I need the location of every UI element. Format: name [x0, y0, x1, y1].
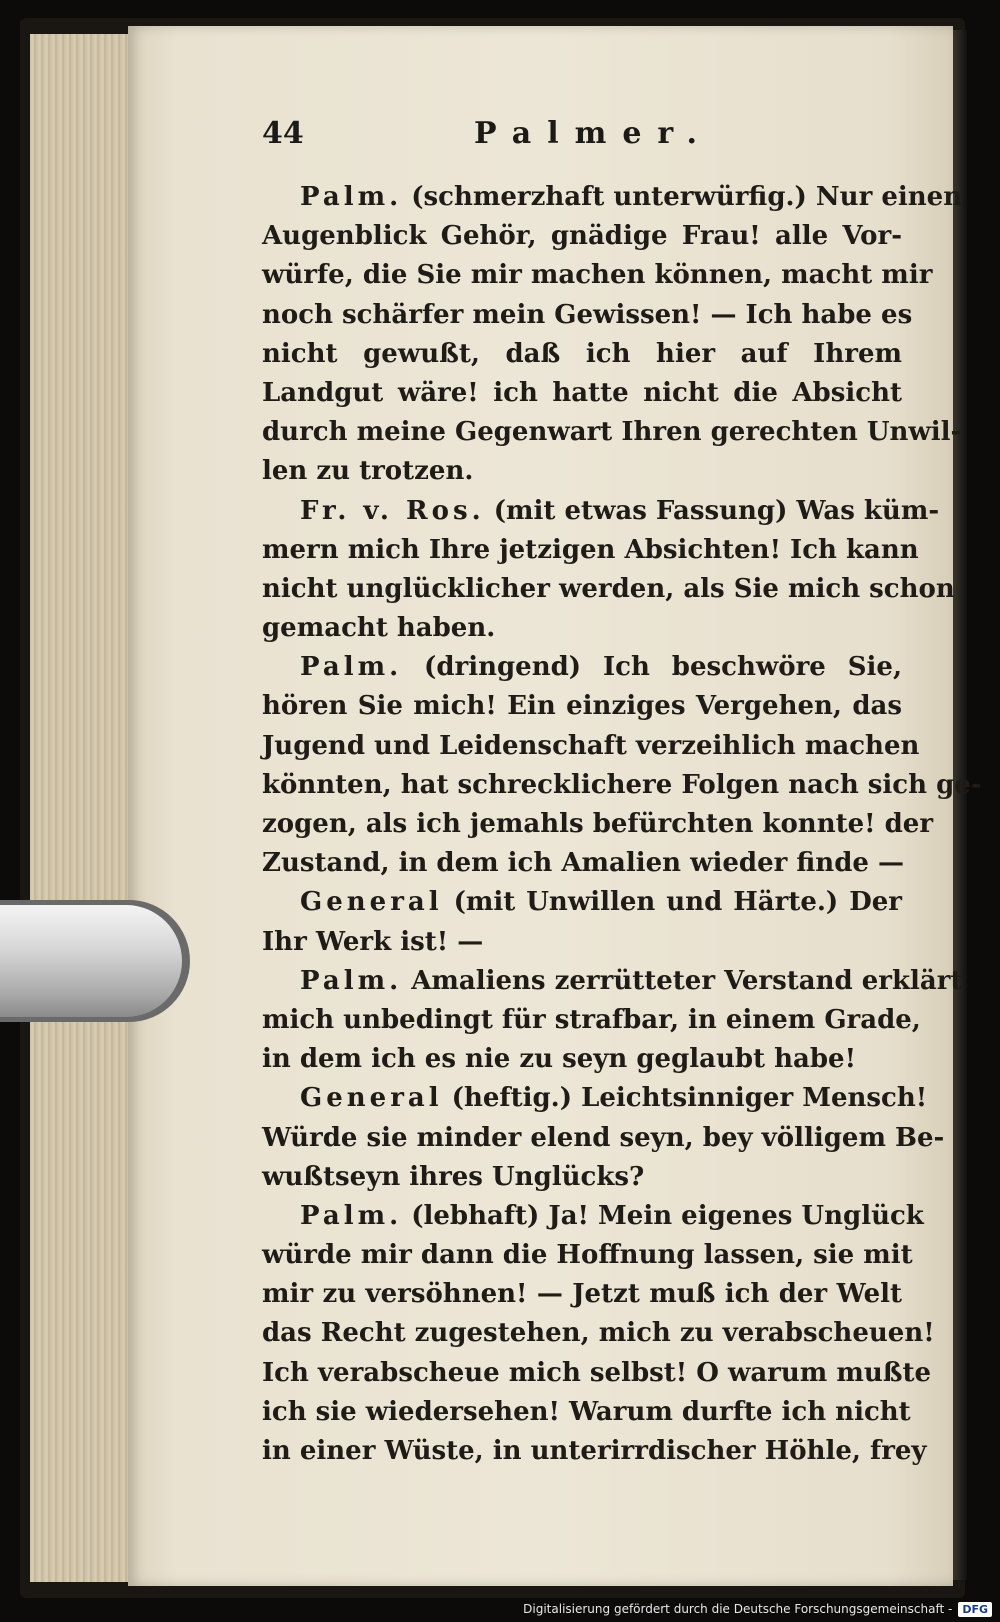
speaker-name: Palm. — [300, 652, 403, 683]
line-text: mern mich Ihre jetzigen Absichten! Ich kann — [262, 534, 919, 565]
line-text: (dringend) Ich beschwöre Sie, — [402, 652, 902, 683]
text-line — [262, 335, 902, 374]
text-line — [262, 805, 934, 844]
text-line — [262, 1354, 932, 1393]
dfg-logo-icon: DFG — [958, 1602, 992, 1617]
scanner-thumb — [0, 905, 182, 1017]
text-line — [262, 962, 963, 1001]
line-text: könnten, hat schrecklichere Folgen nach sich ge- — [262, 769, 982, 800]
text-line — [262, 296, 913, 335]
digitization-footer — [523, 1599, 992, 1619]
line-text: hören Sie mich! Ein einziges Vergehen, das — [262, 691, 902, 722]
line-text: würfe, die Sie mir machen können, macht mir — [262, 260, 933, 291]
text-line — [262, 766, 982, 805]
text-line — [262, 844, 902, 883]
line-text: Würde sie minder elend seyn, bey völligem Be- — [262, 1122, 945, 1153]
line-text: Ihr Werk ist! — — [262, 926, 484, 957]
page-right-edge — [953, 30, 967, 1580]
text-line — [262, 648, 902, 687]
line-text: das Recht zugestehen, mich zu verabscheuen! — [262, 1318, 935, 1349]
text-line — [262, 1040, 902, 1079]
line-text: (heftig.) Leichtsinniger Mensch! — [442, 1083, 928, 1114]
line-text: würde mir dann die Hoffnung lassen, sie mit — [262, 1240, 913, 1271]
line-text: zogen, als ich jemahls befürchten konnte! der — [262, 809, 934, 839]
line-text: noch schärfer mein Gewissen! — Ich habe es — [262, 299, 913, 330]
speaker-name: Fr. v. Ros. — [300, 495, 485, 526]
text-line — [262, 609, 902, 648]
line-text: in einer Wüste, in unterirrdischer Höhle, frey — [262, 1436, 927, 1466]
text-line — [262, 923, 902, 962]
text-line — [262, 374, 902, 413]
text-line — [262, 1432, 927, 1471]
text-line — [262, 1197, 924, 1236]
line-text: (schmerzhaft unterwürfig.) Nur einen — [402, 182, 963, 212]
text-line — [262, 1275, 902, 1314]
line-text: Landgut wäre! ich hatte nicht die Absicht — [262, 377, 902, 408]
line-text: Zustand, in dem ich Amalien wieder finde — — [262, 848, 904, 879]
text-line — [262, 178, 963, 217]
line-text: (mit Unwillen und Härte.) Der — [442, 887, 902, 918]
speaker-name: General — [300, 1083, 443, 1114]
line-text: (lebhaft) Ja! Mein eigenes Unglück — [402, 1200, 924, 1231]
line-text: gemacht haben. — [262, 613, 496, 644]
line-text: Augenblick Gehör, gnädige Frau! alle Vor- — [262, 221, 902, 252]
line-text: mir zu versöhnen! — Jetzt muß ich der Welt — [262, 1279, 902, 1310]
line-text: ich sie wiedersehen! Warum durfte ich nicht — [262, 1396, 911, 1427]
text-line — [262, 687, 902, 726]
text-line — [262, 413, 962, 452]
text-line — [262, 1158, 902, 1197]
line-text: wußtseyn ihres Unglücks? — [262, 1161, 645, 1192]
text-line — [262, 256, 933, 295]
line-text: len zu trotzen. — [262, 456, 474, 487]
footer-credit: Digitalisierung gefördert durch die Deutsche Forschungsgemeinschaft - — [523, 1602, 953, 1616]
line-text: (mit etwas Fassung) Was küm- — [484, 495, 940, 526]
line-text: nicht gewußt, daß ich hier auf Ihrem — [262, 338, 902, 369]
speaker-name: Palm. — [300, 182, 403, 212]
text-line — [262, 452, 902, 491]
line-text: Jugend und Leidenschaft verzeihlich machen — [262, 730, 920, 761]
speaker-name: General — [300, 887, 443, 918]
text-line — [262, 1393, 911, 1432]
page-header — [262, 116, 902, 166]
page-text — [262, 178, 982, 1471]
text-line — [262, 531, 919, 570]
text-line — [262, 1119, 945, 1158]
text-line — [262, 492, 940, 531]
text-line — [262, 1079, 928, 1118]
text-line — [262, 570, 955, 609]
text-line — [262, 1314, 935, 1353]
line-text: Ich verabscheue mich selbst! O warum mußte — [262, 1357, 932, 1388]
text-line — [262, 883, 902, 922]
line-text: mich unbedingt für strafbar, in einem Grade, — [262, 1004, 921, 1035]
page-edges — [30, 34, 140, 1582]
text-line — [262, 727, 920, 766]
line-text: durch meine Gegenwart Ihren gerechten Unwil- — [262, 417, 962, 448]
speaker-name: Palm. — [300, 965, 403, 996]
speaker-name: Palm. — [300, 1200, 403, 1231]
page-number: 44 — [262, 116, 304, 151]
text-line — [262, 217, 902, 256]
line-text: nicht unglücklicher werden, als Sie mich schon — [262, 573, 955, 604]
line-text: Amaliens zerrütteter Verstand erklärt — [402, 965, 963, 996]
running-head: Palmer. — [474, 116, 713, 151]
text-line — [262, 1236, 913, 1275]
text-line — [262, 1001, 921, 1040]
line-text: in dem ich es nie zu seyn geglaubt habe! — [262, 1044, 857, 1075]
